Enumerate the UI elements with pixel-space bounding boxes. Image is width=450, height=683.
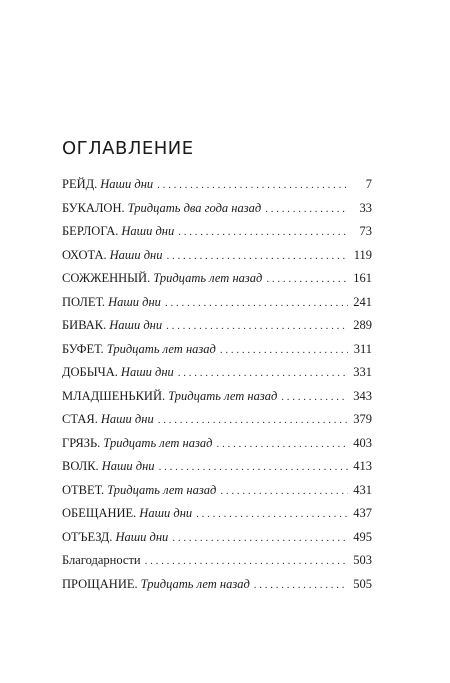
toc-entry-page-number: 73	[359, 224, 372, 238]
toc-entry	[62, 200, 372, 224]
toc-entry	[62, 317, 372, 341]
toc-entry-subtitle: Наши дни	[109, 247, 163, 262]
toc-entry-page-number: 331	[353, 365, 372, 379]
toc-entry-subtitle: Тридцать лет назад	[106, 341, 216, 356]
dot-leader	[166, 318, 348, 334]
toc-entry	[62, 435, 372, 459]
toc-entry-subtitle: Наши дни	[115, 529, 169, 544]
toc-entry	[62, 247, 372, 271]
toc-entry	[62, 552, 372, 576]
toc-entry-page-number: 7	[365, 177, 372, 191]
dot-leader	[172, 530, 348, 546]
toc-entry-title: ОХОТА.	[62, 247, 107, 262]
toc-entry-subtitle: Наши дни	[101, 459, 155, 473]
toc-entry-page-number: 413	[353, 459, 372, 473]
toc-entry-title: ОТЪЕЗД.	[62, 529, 113, 544]
toc-entry-title: РЕЙД.	[62, 177, 98, 191]
toc-entry-title: ОБЕЩАНИЕ.	[62, 506, 137, 520]
toc-entry	[62, 505, 372, 529]
toc-entry	[62, 529, 372, 553]
dot-leader	[165, 295, 348, 311]
toc-entry-title: ОТВЕТ.	[62, 482, 105, 497]
toc-entry-subtitle: Тридцать лет назад	[103, 435, 213, 450]
toc-entry-title: ВОЛК.	[62, 459, 99, 473]
toc-entry-subtitle: Тридцать лет назад	[140, 576, 250, 591]
toc-entry-subtitle: Наши дни	[120, 365, 174, 379]
dot-leader	[145, 553, 348, 569]
toc-entry-page-number: 241	[353, 294, 372, 309]
toc-entry	[62, 223, 372, 247]
dot-leader	[159, 459, 348, 475]
dot-leader	[254, 577, 348, 593]
toc-entry-page-number: 289	[353, 318, 372, 332]
toc-entry-page-number: 431	[353, 482, 372, 497]
toc-entry-page-number: 503	[353, 553, 372, 567]
dot-leader	[220, 483, 348, 499]
toc-entry	[62, 294, 372, 318]
toc-entry-page-number: 505	[353, 576, 372, 591]
toc-entry-subtitle: Наши дни	[108, 294, 161, 309]
toc-entry	[62, 411, 372, 435]
dot-leader	[157, 177, 348, 193]
toc-entry-title: СОЖЖЕННЫЙ.	[62, 271, 151, 285]
toc-entry-title: БУКАЛОН.	[62, 200, 125, 215]
toc-entry-subtitle: Тридцать два года назад	[127, 200, 262, 215]
toc-entry-title: СТАЯ.	[62, 412, 98, 426]
dot-leader	[158, 412, 348, 428]
toc-entry-page-number: 161	[353, 271, 372, 285]
dot-leader	[216, 436, 348, 452]
toc-entry-page-number: 119	[353, 247, 372, 262]
toc-entry-title: ГРЯЗЬ.	[62, 435, 101, 450]
toc-entry	[62, 341, 372, 365]
toc-entry-page-number: 437	[353, 506, 372, 520]
dot-leader	[281, 389, 348, 405]
toc-entry-title: БИВАК.	[62, 318, 107, 332]
dot-leader	[167, 248, 348, 264]
dot-leader	[265, 201, 348, 217]
toc-entry	[62, 388, 372, 412]
toc-entry	[62, 458, 372, 482]
toc-entry-title: БУФЕТ.	[62, 341, 104, 356]
toc-entry-title: ДОБЫЧА.	[62, 365, 118, 379]
dot-leader	[266, 271, 348, 287]
toc-entry-subtitle: Тридцать лет назад	[107, 482, 217, 497]
toc-entry-subtitle: Наши дни	[109, 318, 163, 332]
dot-leader	[220, 342, 348, 358]
toc-entry-page-number: 343	[353, 388, 372, 403]
toc-entry-page-number: 311	[353, 341, 372, 356]
toc-entry	[62, 176, 372, 200]
toc-entry-title: БЕРЛОГА.	[62, 224, 119, 238]
toc-entry-page-number: 495	[353, 529, 372, 544]
toc-entry	[62, 364, 372, 388]
toc-entry-subtitle: Наши дни	[100, 177, 154, 191]
toc-entry-title: Благодарности	[62, 553, 141, 567]
toc-list	[62, 176, 372, 599]
toc-heading: ОГЛАВЛЕНИЕ	[62, 138, 194, 159]
toc-entry-subtitle: Наши дни	[121, 224, 175, 238]
toc-entry-page-number: 403	[353, 435, 372, 450]
dot-leader	[196, 506, 348, 522]
toc-entry	[62, 576, 372, 600]
toc-entry-title: ПРОЩАНИЕ.	[62, 576, 138, 591]
toc-entry	[62, 270, 372, 294]
toc-entry-subtitle: Наши дни	[139, 506, 193, 520]
toc-entry-title: ПОЛЕТ.	[62, 294, 106, 309]
toc-entry-subtitle: Наши дни	[100, 412, 154, 426]
dot-leader	[178, 224, 348, 240]
toc-entry-page-number: 379	[353, 412, 372, 426]
toc-entry-page-number: 33	[359, 200, 372, 215]
toc-entry-title: МЛАДШЕНЬКИЙ.	[62, 388, 166, 403]
toc-entry-subtitle: Тридцать лет назад	[168, 388, 278, 403]
toc-entry	[62, 482, 372, 506]
toc-entry-subtitle: Тридцать лет назад	[153, 271, 263, 285]
dot-leader	[178, 365, 348, 381]
